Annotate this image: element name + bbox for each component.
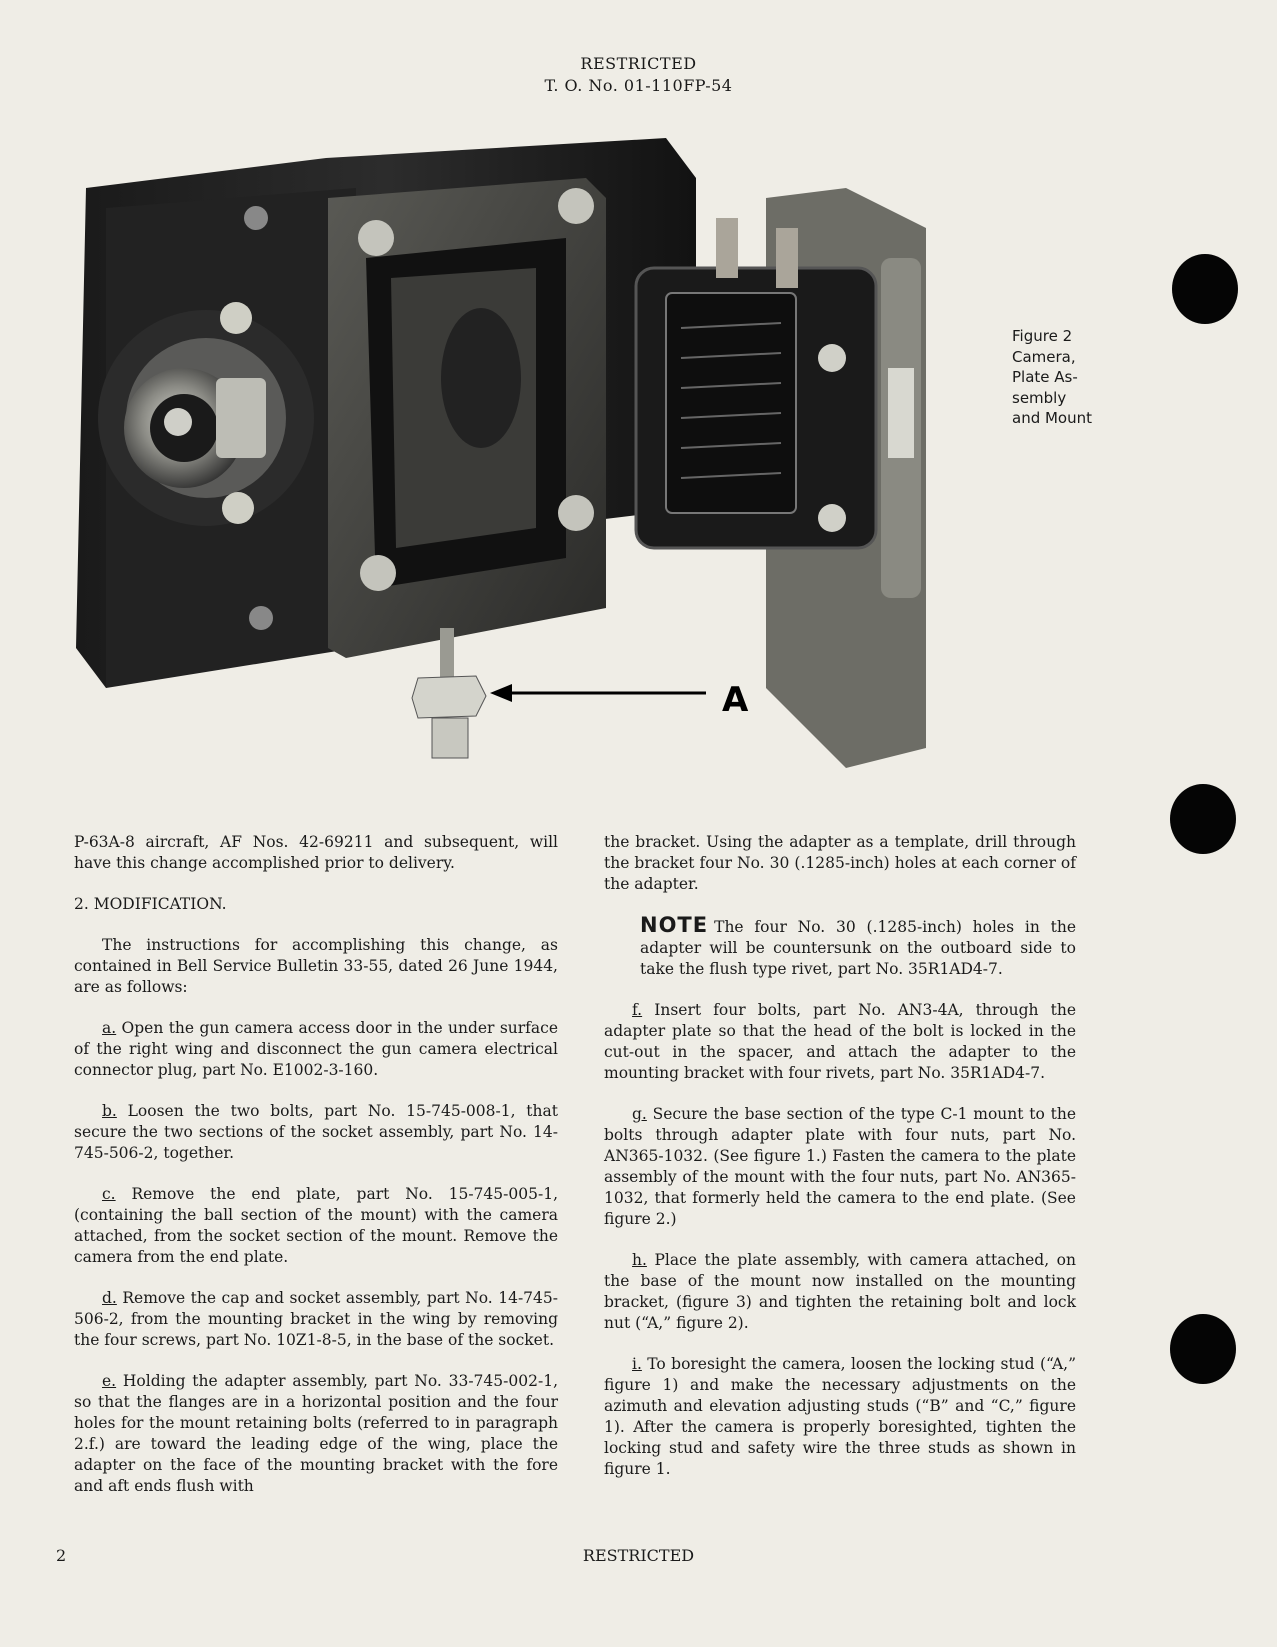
step-text: Loosen the two bolts, part No. 15-745-008-1, that secure the two sections of the socket assembly, part No. 14-745-506-2, together. — [74, 1102, 558, 1162]
step-text: Secure the base section of the type C-1 mount to the bolts through adapter plate with four nuts, part No. AN365-1032. (See figure 1.) Fasten the camera to the plate assembly of the mount with the four nuts, part No. AN365-1032, that formerly held the camera to the end plate. (See figure 2.) — [604, 1105, 1076, 1228]
caption-line: and Mount — [1012, 409, 1093, 427]
step-text: Insert four bolts, part No. AN3-4A, through the adapter plate so that the head of the bolt is locked in the cut-out in the spacer, and attach the adapter to the mounting bracket with four rivets, part No. 35R1AD4-7. — [604, 1001, 1076, 1082]
step-text: Holding the adapter assembly, part No. 33-745-002-1, so that the flanges are in a horizontal position and the four holes for the mount retaining bolts (referred to in paragraph 2.f.) are toward the leading edge of the wing, place the adapter on the face of the mounting bracket with the fore and aft ends flush with — [74, 1372, 558, 1495]
caption-line: Plate As- — [1012, 368, 1078, 386]
step-letter: b. — [102, 1102, 117, 1120]
footer-classification: RESTRICTED — [582, 1546, 695, 1565]
caption-line: Camera, — [1012, 347, 1076, 366]
step-h — [604, 1250, 1076, 1334]
left-column — [74, 832, 558, 1517]
step-d — [74, 1288, 558, 1351]
step-e — [74, 1371, 558, 1497]
step-letter: a. — [102, 1019, 117, 1037]
continuation-paragraph: the bracket. Using the adapter as a template, drill through the bracket four No. 30 (.1285-inch) holes at each corner of the adapter. — [604, 833, 1076, 893]
note-block — [604, 915, 1076, 980]
header-to-number: T. O. No. 01-110FP-54 — [544, 76, 733, 95]
punch-hole — [1170, 784, 1236, 854]
header-classification: RESTRICTED — [580, 54, 697, 73]
step-letter: e. — [102, 1372, 117, 1390]
step-letter: h. — [632, 1251, 647, 1269]
callout-a-label: A — [722, 680, 749, 720]
intro-paragraph: P-63A-8 aircraft, AF Nos. 42-69211 and subsequent, will have this change accomplished prior to delivery. — [74, 833, 558, 872]
punch-hole — [1170, 1314, 1236, 1384]
step-g — [604, 1104, 1076, 1230]
right-column — [604, 832, 1076, 1500]
caption-line: sembly — [1012, 388, 1067, 407]
note-text: The four No. 30 (.1285-inch) holes in the adapter will be countersunk on the outboard side to take the flush type rivet, part No. 35R1AD4-7. — [640, 918, 1076, 978]
step-letter: d. — [102, 1289, 117, 1307]
step-letter: i. — [632, 1355, 642, 1373]
step-i — [604, 1354, 1076, 1480]
step-b — [74, 1101, 558, 1164]
step-text: Remove the end plate, part No. 15-745-005-1, (containing the ball section of the mount) with the camera attached, from the socket section of the mount. Remove the camera from the end plate. — [74, 1185, 558, 1266]
step-text: Remove the cap and socket assembly, part No. 14-745-506-2, from the mounting bracket in the wing by removing the four screws, part No. 10Z1-8-5, in the base of the socket. — [74, 1289, 558, 1349]
section-heading: 2. MODIFICATION. — [74, 895, 227, 913]
step-f — [604, 1000, 1076, 1084]
step-a — [74, 1018, 558, 1081]
step-text: Open the gun camera access door in the under surface of the right wing and disconnect the gun camera electrical connector plug, part No. E1002-3-160. — [74, 1019, 558, 1079]
step-text: Place the plate assembly, with camera attached, on the base of the mount now installed on the mounting bracket, (figure 3) and tighten the retaining bolt and lock nut (“A,” figure 2). — [604, 1251, 1076, 1332]
instructions-intro: The instructions for accomplishing this change, as contained in Bell Service Bulletin 33-55, dated 26 June 1944, are as follows: — [74, 936, 558, 996]
caption-line: Figure 2 — [1012, 327, 1073, 345]
step-letter: c. — [102, 1185, 116, 1203]
figure-2-caption — [1012, 326, 1142, 429]
figure-2-photo — [66, 128, 996, 796]
note-label: NOTE — [640, 913, 709, 937]
punch-hole — [1172, 254, 1238, 324]
step-letter: g. — [632, 1105, 647, 1123]
page-number: 2 — [56, 1546, 67, 1565]
step-letter: f. — [632, 1001, 643, 1019]
step-text: To boresight the camera, loosen the locking stud (“A,” figure 1) and make the necessary adjustments on the azimuth and elevation adjusting studs (“B” and “C,” figure 1). After the camera is properly boresighted, tighten the locking stud and safety wire the three studs as shown in figure 1. — [604, 1355, 1076, 1478]
step-c — [74, 1184, 558, 1268]
